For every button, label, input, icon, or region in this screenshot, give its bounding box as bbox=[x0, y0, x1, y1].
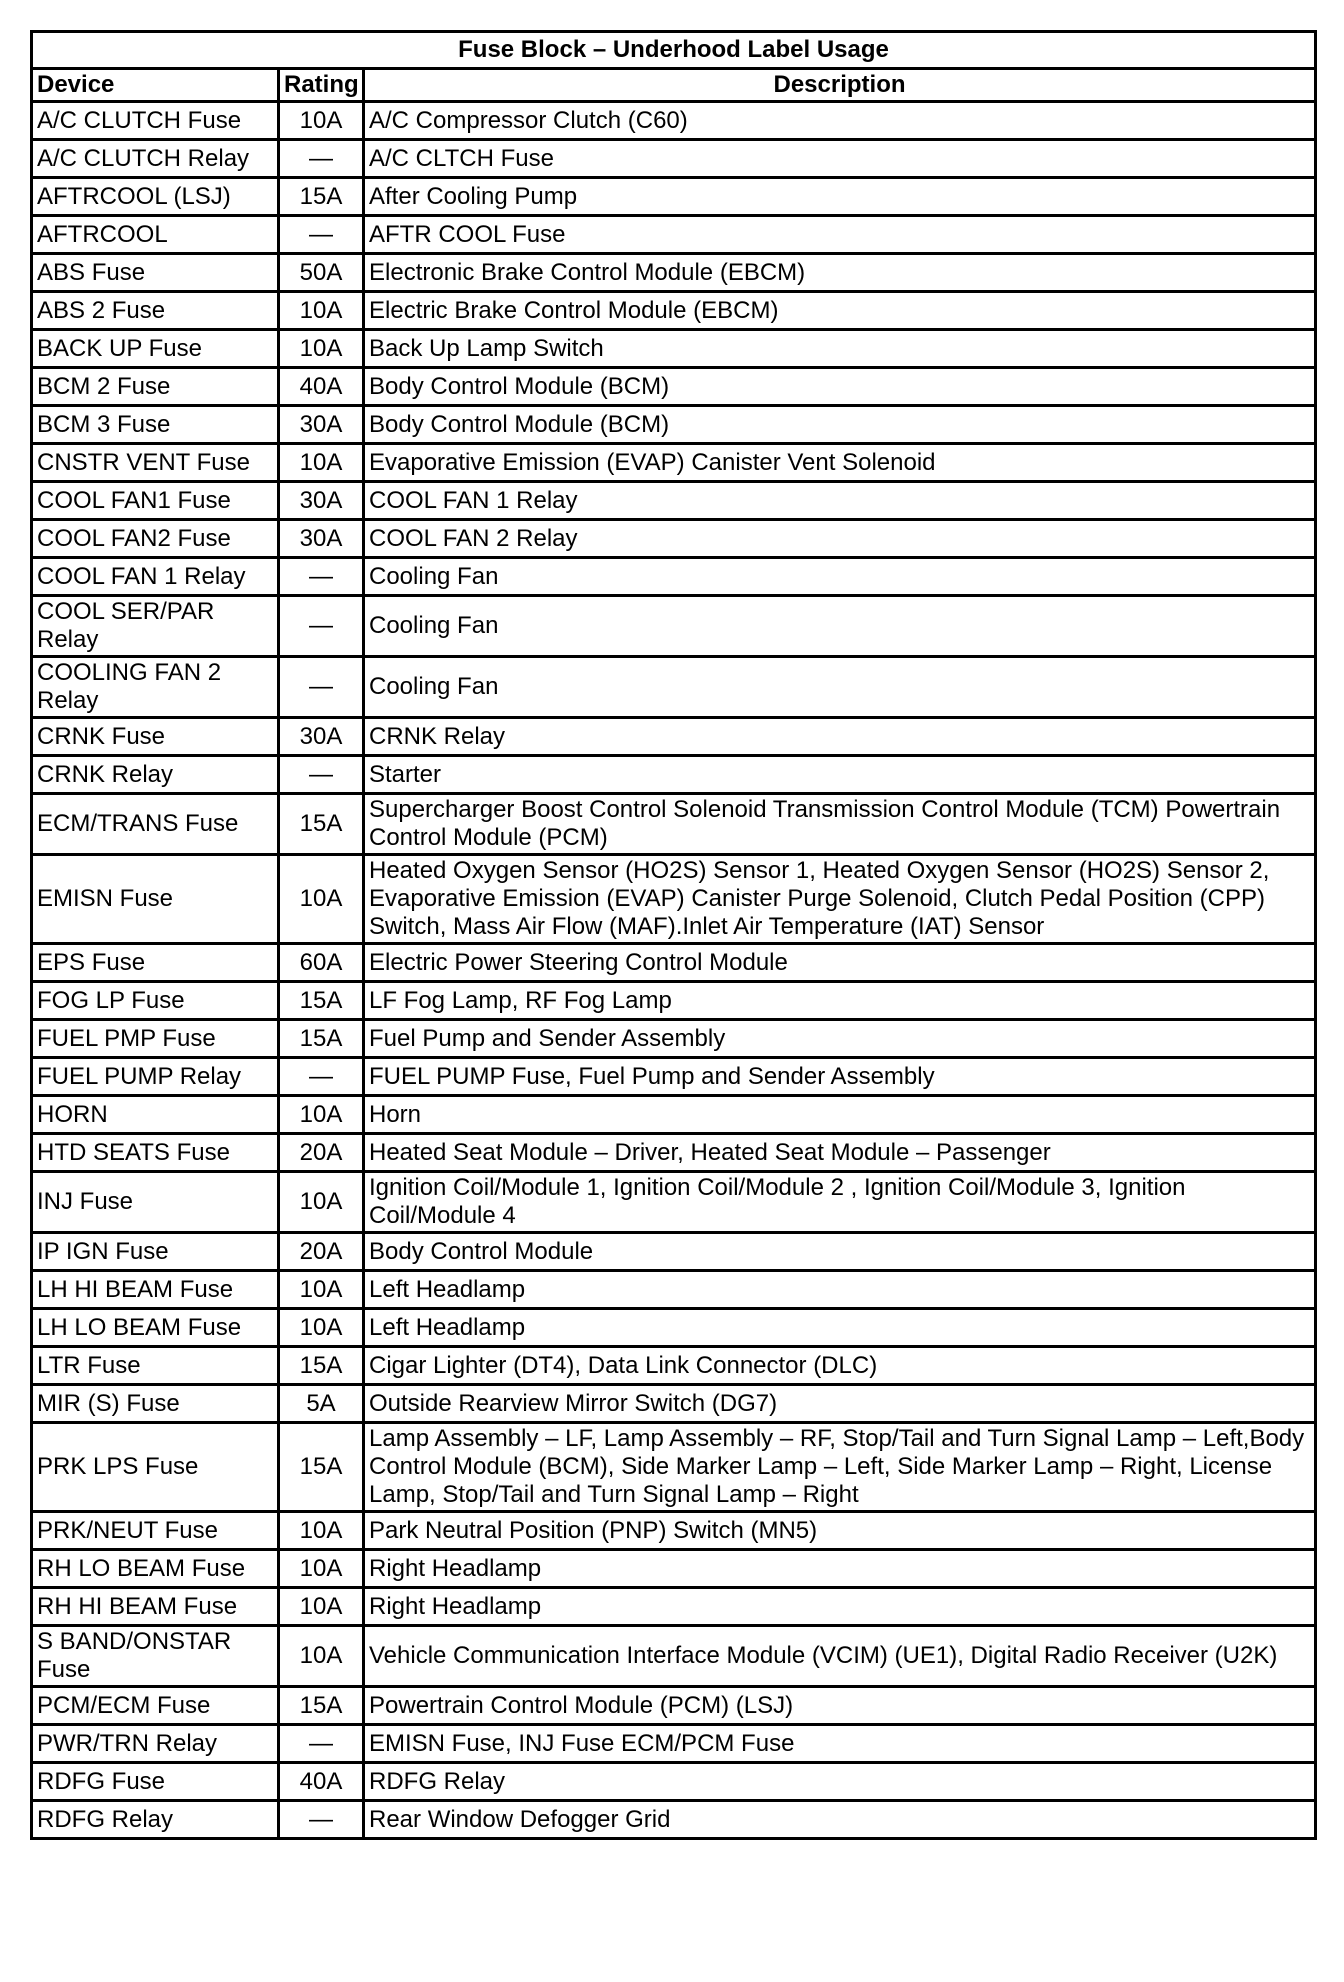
description-cell: Cooling Fan bbox=[364, 657, 1316, 718]
device-cell: COOL SER/PAR Relay bbox=[32, 596, 279, 657]
rating-cell: — bbox=[279, 1801, 364, 1839]
description-cell: Left Headlamp bbox=[364, 1309, 1316, 1347]
rating-cell: — bbox=[279, 657, 364, 718]
device-cell: RDFG Fuse bbox=[32, 1763, 279, 1801]
description-cell: A/C CLTCH Fuse bbox=[364, 140, 1316, 178]
description-cell: AFTR COOL Fuse bbox=[364, 216, 1316, 254]
description-cell: Body Control Module (BCM) bbox=[364, 406, 1316, 444]
device-cell: S BAND/ONSTAR Fuse bbox=[32, 1626, 279, 1687]
device-cell: PRK/NEUT Fuse bbox=[32, 1512, 279, 1550]
description-cell: Evaporative Emission (EVAP) Canister Vent Solenoid bbox=[364, 444, 1316, 482]
rating-cell: — bbox=[279, 558, 364, 596]
description-cell: RDFG Relay bbox=[364, 1763, 1316, 1801]
table-row bbox=[32, 558, 1316, 596]
description-cell: Supercharger Boost Control Solenoid Transmission Control Module (TCM) Powertrain Control Module (PCM) bbox=[364, 794, 1316, 855]
rating-cell: 10A bbox=[279, 444, 364, 482]
description-cell: Starter bbox=[364, 756, 1316, 794]
rating-cell: — bbox=[279, 756, 364, 794]
description-cell: FUEL PUMP Fuse, Fuel Pump and Sender Assembly bbox=[364, 1058, 1316, 1096]
table-row bbox=[32, 1271, 1316, 1309]
description-cell: Body Control Module bbox=[364, 1233, 1316, 1271]
rating-cell: 20A bbox=[279, 1233, 364, 1271]
rating-cell: — bbox=[279, 1725, 364, 1763]
rating-cell: 10A bbox=[279, 1096, 364, 1134]
fuse-table bbox=[30, 30, 1317, 1840]
device-cell: RH LO BEAM Fuse bbox=[32, 1550, 279, 1588]
device-cell: LTR Fuse bbox=[32, 1347, 279, 1385]
description-cell: Heated Seat Module – Driver, Heated Seat Module – Passenger bbox=[364, 1134, 1316, 1172]
table-row bbox=[32, 718, 1316, 756]
rating-cell: 10A bbox=[279, 102, 364, 140]
rating-cell: 10A bbox=[279, 1271, 364, 1309]
table-row bbox=[32, 756, 1316, 794]
description-cell: LF Fog Lamp, RF Fog Lamp bbox=[364, 982, 1316, 1020]
table-row bbox=[32, 292, 1316, 330]
description-cell: Electric Brake Control Module (EBCM) bbox=[364, 292, 1316, 330]
description-cell: Heated Oxygen Sensor (HO2S) Sensor 1, Heated Oxygen Sensor (HO2S) Sensor 2, Evaporative Emission (EVAP) Canister Purge Solenoid, Clutch Pedal Position (CPP) Switch, Mass Air Flow (MAF).Inlet Air Temperature (IAT) Sensor bbox=[364, 855, 1316, 944]
device-cell: ECM/TRANS Fuse bbox=[32, 794, 279, 855]
description-cell: Vehicle Communication Interface Module (VCIM) (UE1), Digital Radio Receiver (U2K) bbox=[364, 1626, 1316, 1687]
description-cell: COOL FAN 2 Relay bbox=[364, 520, 1316, 558]
rating-cell: 30A bbox=[279, 520, 364, 558]
rating-cell: 10A bbox=[279, 1512, 364, 1550]
description-cell: Outside Rearview Mirror Switch (DG7) bbox=[364, 1385, 1316, 1423]
table-row bbox=[32, 1172, 1316, 1233]
device-cell: FUEL PMP Fuse bbox=[32, 1020, 279, 1058]
rating-cell: 10A bbox=[279, 1626, 364, 1687]
rating-cell: 15A bbox=[279, 1423, 364, 1512]
header-device: Device bbox=[32, 69, 279, 102]
table-row bbox=[32, 1725, 1316, 1763]
table-row bbox=[32, 1020, 1316, 1058]
table-row bbox=[32, 216, 1316, 254]
device-cell: EMISN Fuse bbox=[32, 855, 279, 944]
description-cell: Cooling Fan bbox=[364, 596, 1316, 657]
description-cell: Right Headlamp bbox=[364, 1588, 1316, 1626]
rating-cell: 15A bbox=[279, 1020, 364, 1058]
description-cell: After Cooling Pump bbox=[364, 178, 1316, 216]
table-row bbox=[32, 1588, 1316, 1626]
device-cell: COOL FAN2 Fuse bbox=[32, 520, 279, 558]
rating-cell: 10A bbox=[279, 330, 364, 368]
table-row bbox=[32, 982, 1316, 1020]
description-cell: Fuel Pump and Sender Assembly bbox=[364, 1020, 1316, 1058]
table-row bbox=[32, 1801, 1316, 1839]
rating-cell: 40A bbox=[279, 1763, 364, 1801]
device-cell: CRNK Relay bbox=[32, 756, 279, 794]
device-cell: BCM 2 Fuse bbox=[32, 368, 279, 406]
table-row bbox=[32, 1687, 1316, 1725]
device-cell: RDFG Relay bbox=[32, 1801, 279, 1839]
rating-cell: 10A bbox=[279, 855, 364, 944]
rating-cell: 30A bbox=[279, 406, 364, 444]
description-cell: Electronic Brake Control Module (EBCM) bbox=[364, 254, 1316, 292]
rating-cell: — bbox=[279, 216, 364, 254]
rating-cell: 15A bbox=[279, 1347, 364, 1385]
device-cell: CNSTR VENT Fuse bbox=[32, 444, 279, 482]
device-cell: HORN bbox=[32, 1096, 279, 1134]
device-cell: PRK LPS Fuse bbox=[32, 1423, 279, 1512]
description-cell: Powertrain Control Module (PCM) (LSJ) bbox=[364, 1687, 1316, 1725]
rating-cell: 10A bbox=[279, 1588, 364, 1626]
table-row bbox=[32, 794, 1316, 855]
rating-cell: 15A bbox=[279, 982, 364, 1020]
device-cell: ABS 2 Fuse bbox=[32, 292, 279, 330]
description-cell: Back Up Lamp Switch bbox=[364, 330, 1316, 368]
table-row bbox=[32, 1550, 1316, 1588]
rating-cell: 10A bbox=[279, 1309, 364, 1347]
table-row bbox=[32, 520, 1316, 558]
device-cell: COOL FAN 1 Relay bbox=[32, 558, 279, 596]
rating-cell: 30A bbox=[279, 482, 364, 520]
table-row bbox=[32, 368, 1316, 406]
description-cell: Rear Window Defogger Grid bbox=[364, 1801, 1316, 1839]
table-row bbox=[32, 140, 1316, 178]
table-row bbox=[32, 406, 1316, 444]
table-row bbox=[32, 1423, 1316, 1512]
table-row bbox=[32, 1626, 1316, 1687]
description-cell: Lamp Assembly – LF, Lamp Assembly – RF, Stop/Tail and Turn Signal Lamp – Left,Body Control Module (BCM), Side Marker Lamp – Left, Side Marker Lamp – Right, License Lamp, Stop/Tail and Turn Signal Lamp – Right bbox=[364, 1423, 1316, 1512]
device-cell: BCM 3 Fuse bbox=[32, 406, 279, 444]
device-cell: COOL FAN1 Fuse bbox=[32, 482, 279, 520]
device-cell: PWR/TRN Relay bbox=[32, 1725, 279, 1763]
header-rating: Rating bbox=[279, 69, 364, 102]
table-row bbox=[32, 1058, 1316, 1096]
description-cell: Electric Power Steering Control Module bbox=[364, 944, 1316, 982]
rating-cell: 15A bbox=[279, 1687, 364, 1725]
rating-cell: 20A bbox=[279, 1134, 364, 1172]
device-cell: CRNK Fuse bbox=[32, 718, 279, 756]
rating-cell: 60A bbox=[279, 944, 364, 982]
table-row bbox=[32, 1347, 1316, 1385]
description-cell: Cooling Fan bbox=[364, 558, 1316, 596]
table-row bbox=[32, 330, 1316, 368]
table-body bbox=[32, 102, 1316, 1839]
device-cell: INJ Fuse bbox=[32, 1172, 279, 1233]
device-cell: AFTRCOOL bbox=[32, 216, 279, 254]
device-cell: IP IGN Fuse bbox=[32, 1233, 279, 1271]
header-description: Description bbox=[364, 69, 1316, 102]
description-cell: Cigar Lighter (DT4), Data Link Connector (DLC) bbox=[364, 1347, 1316, 1385]
table-row bbox=[32, 1385, 1316, 1423]
table-row bbox=[32, 1763, 1316, 1801]
table-title: Fuse Block – Underhood Label Usage bbox=[32, 32, 1316, 69]
rating-cell: 15A bbox=[279, 178, 364, 216]
table-row bbox=[32, 657, 1316, 718]
rating-cell: 40A bbox=[279, 368, 364, 406]
table-row bbox=[32, 1096, 1316, 1134]
table-row bbox=[32, 1512, 1316, 1550]
rating-cell: 15A bbox=[279, 794, 364, 855]
rating-cell: 5A bbox=[279, 1385, 364, 1423]
table-row bbox=[32, 102, 1316, 140]
description-cell: Right Headlamp bbox=[364, 1550, 1316, 1588]
rating-cell: — bbox=[279, 1058, 364, 1096]
device-cell: MIR (S) Fuse bbox=[32, 1385, 279, 1423]
rating-cell: 10A bbox=[279, 292, 364, 330]
description-cell: Park Neutral Position (PNP) Switch (MN5) bbox=[364, 1512, 1316, 1550]
device-cell: A/C CLUTCH Relay bbox=[32, 140, 279, 178]
table-row bbox=[32, 482, 1316, 520]
description-cell: CRNK Relay bbox=[364, 718, 1316, 756]
device-cell: COOLING FAN 2 Relay bbox=[32, 657, 279, 718]
device-cell: A/C CLUTCH Fuse bbox=[32, 102, 279, 140]
device-cell: PCM/ECM Fuse bbox=[32, 1687, 279, 1725]
rating-cell: 30A bbox=[279, 718, 364, 756]
device-cell: EPS Fuse bbox=[32, 944, 279, 982]
description-cell: EMISN Fuse, INJ Fuse ECM/PCM Fuse bbox=[364, 1725, 1316, 1763]
description-cell: COOL FAN 1 Relay bbox=[364, 482, 1316, 520]
table-row bbox=[32, 1134, 1316, 1172]
device-cell: AFTRCOOL (LSJ) bbox=[32, 178, 279, 216]
device-cell: LH HI BEAM Fuse bbox=[32, 1271, 279, 1309]
description-cell: A/C Compressor Clutch (C60) bbox=[364, 102, 1316, 140]
device-cell: FUEL PUMP Relay bbox=[32, 1058, 279, 1096]
rating-cell: 10A bbox=[279, 1172, 364, 1233]
description-cell: Left Headlamp bbox=[364, 1271, 1316, 1309]
table-row bbox=[32, 596, 1316, 657]
description-cell: Body Control Module (BCM) bbox=[364, 368, 1316, 406]
table-row bbox=[32, 944, 1316, 982]
table-row bbox=[32, 254, 1316, 292]
device-cell: HTD SEATS Fuse bbox=[32, 1134, 279, 1172]
rating-cell: — bbox=[279, 596, 364, 657]
device-cell: FOG LP Fuse bbox=[32, 982, 279, 1020]
table-row bbox=[32, 1233, 1316, 1271]
table-row bbox=[32, 855, 1316, 944]
description-cell: Horn bbox=[364, 1096, 1316, 1134]
table-row bbox=[32, 1309, 1316, 1347]
rating-cell: 50A bbox=[279, 254, 364, 292]
rating-cell: 10A bbox=[279, 1550, 364, 1588]
device-cell: RH HI BEAM Fuse bbox=[32, 1588, 279, 1626]
description-cell: Ignition Coil/Module 1, Ignition Coil/Module 2 , Ignition Coil/Module 3, Ignition Coil/Module 4 bbox=[364, 1172, 1316, 1233]
device-cell: ABS Fuse bbox=[32, 254, 279, 292]
table-row bbox=[32, 178, 1316, 216]
rating-cell: — bbox=[279, 140, 364, 178]
table-row bbox=[32, 444, 1316, 482]
device-cell: LH LO BEAM Fuse bbox=[32, 1309, 279, 1347]
device-cell: BACK UP Fuse bbox=[32, 330, 279, 368]
fuse-table-container bbox=[30, 30, 1314, 1840]
